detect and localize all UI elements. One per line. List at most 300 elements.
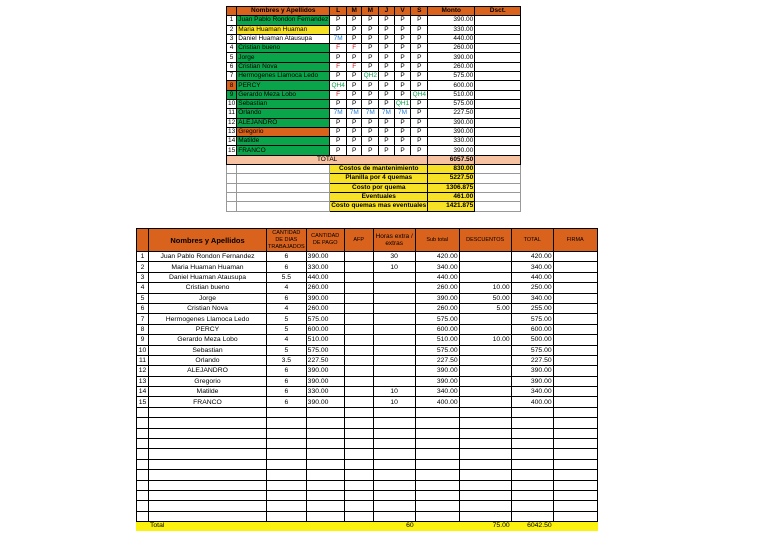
- empty-cell: [511, 470, 553, 480]
- extra-hours: [373, 335, 415, 345]
- payment-amount: 330.00: [306, 262, 344, 272]
- empty-cell: [237, 202, 330, 211]
- empty-cell: [511, 428, 553, 438]
- day-mark: P: [347, 81, 362, 90]
- days-worked: 6: [267, 376, 307, 386]
- empty-cell: [373, 490, 415, 500]
- payment-amount: 227.50: [306, 355, 344, 365]
- day-mark: P: [330, 127, 347, 136]
- attendance-row: [227, 127, 521, 136]
- day-mark: P: [411, 53, 428, 62]
- empty-cell: [415, 522, 459, 531]
- payroll-footer-row: [137, 522, 598, 531]
- empty-cell: [459, 449, 511, 459]
- day-mark: F: [347, 62, 362, 71]
- day-mark: P: [347, 146, 362, 155]
- header-cell: TOTAL: [511, 229, 553, 252]
- attendance-row: [227, 44, 521, 53]
- empty-cell: [553, 459, 597, 469]
- summary-label: Costo quemas mas eventuales: [331, 202, 427, 210]
- payment-amount: 390.00: [306, 293, 344, 303]
- day-mark: P: [362, 62, 379, 71]
- empty-cell: [415, 511, 459, 521]
- day-mark: P: [379, 53, 394, 62]
- empty-cell: [553, 480, 597, 490]
- empty-cell: [137, 459, 149, 469]
- employee-name: Cristian Nova: [149, 303, 267, 313]
- total-cell: 340.00: [511, 293, 553, 303]
- days-worked: 3.5: [267, 355, 307, 365]
- attendance-row: [227, 81, 521, 90]
- employee-name: Orlando: [149, 355, 267, 365]
- day-mark: QH1: [395, 100, 410, 108]
- discount-cell: [475, 25, 521, 34]
- empty-cell: [511, 480, 553, 490]
- empty-cell: [267, 449, 307, 459]
- discount-cell: [475, 62, 521, 71]
- days-worked: 5: [267, 345, 307, 355]
- day-mark: P: [411, 34, 428, 43]
- empty-cell: [415, 407, 459, 417]
- day-mark: P: [347, 127, 362, 136]
- empty-cell: [373, 449, 415, 459]
- empty-cell: [137, 501, 149, 511]
- row-number: 6: [227, 62, 237, 71]
- empty-cell: [306, 407, 344, 417]
- row-number: 9: [137, 335, 149, 345]
- day-mark: QH4: [412, 90, 427, 98]
- header-cell: CANTIDAD DE DIAS TRABAJADOS: [268, 229, 305, 250]
- subtotal-cell: 260.00: [415, 283, 459, 293]
- empty-cell: [137, 490, 149, 500]
- discount-cell: [459, 345, 511, 355]
- day-mark: P: [330, 53, 347, 62]
- header-cell: DESCUENTOS: [459, 229, 511, 252]
- subtotal-cell: 400.00: [415, 397, 459, 407]
- day-mark: P: [394, 118, 411, 127]
- day-mark: P: [411, 109, 428, 118]
- row-number: 13: [137, 376, 149, 386]
- discount-cell: 10.00: [459, 283, 511, 293]
- amount-cell: 390.00: [428, 16, 475, 25]
- signature-cell: [553, 293, 597, 303]
- day-mark: P: [394, 81, 411, 90]
- empty-cell: [306, 459, 344, 469]
- empty-cell: [415, 428, 459, 438]
- empty-cell: [373, 511, 415, 521]
- empty-row: [137, 449, 598, 459]
- empty-row: [137, 470, 598, 480]
- afp-cell: [344, 335, 373, 345]
- day-mark: P: [411, 16, 428, 25]
- subtotal-cell: 390.00: [415, 293, 459, 303]
- signature-cell: [553, 335, 597, 345]
- day-mark: P: [330, 99, 347, 108]
- empty-cell: [511, 418, 553, 428]
- empty-cell: [137, 418, 149, 428]
- payroll-row: [137, 366, 598, 376]
- attendance-table: [226, 6, 521, 212]
- empty-cell: [373, 439, 415, 449]
- employee-name: FRANCO: [149, 397, 267, 407]
- discount-cell: [475, 90, 521, 99]
- row-number: 11: [137, 355, 149, 365]
- empty-cell: [344, 459, 373, 469]
- employee-name: Maria Huaman Huaman: [237, 25, 330, 34]
- payroll-row: [137, 283, 598, 293]
- row-number: 12: [228, 118, 236, 126]
- empty-cell: [227, 183, 237, 192]
- day-mark: P: [411, 25, 428, 34]
- days-worked: 6: [267, 366, 307, 376]
- day-mark: P: [394, 137, 411, 146]
- day-mark: P: [362, 34, 379, 43]
- discount-cell: [475, 81, 521, 90]
- employee-name: Gerardo Meza Lobo: [149, 335, 267, 345]
- days-worked: 6: [267, 387, 307, 397]
- afp-cell: [344, 376, 373, 386]
- discount-cell: [459, 272, 511, 282]
- row-number: 7: [227, 72, 237, 81]
- empty-cell: [137, 480, 149, 490]
- summary-row: [227, 174, 521, 183]
- summary-label: Planilla por 4 quemas: [330, 174, 428, 183]
- extra-hours: [373, 283, 415, 293]
- payroll-header-row: [137, 229, 598, 252]
- day-mark: P: [347, 90, 362, 99]
- empty-cell: [373, 428, 415, 438]
- empty-cell: [415, 418, 459, 428]
- empty-cell: [475, 183, 521, 192]
- day-mark: QH4: [331, 81, 345, 89]
- empty-cell: [306, 480, 344, 490]
- header-cell: AFP: [344, 229, 373, 252]
- row-number: 3: [137, 272, 149, 282]
- payroll-row: [137, 293, 598, 303]
- summary-value: 461.00: [428, 192, 475, 201]
- empty-cell: [344, 439, 373, 449]
- empty-cell: [237, 192, 330, 201]
- row-number: 8: [227, 81, 237, 90]
- payroll-row: [137, 324, 598, 334]
- day-mark: P: [347, 53, 362, 62]
- payment-amount: 260.00: [306, 283, 344, 293]
- subtotal-cell: 420.00: [415, 252, 459, 262]
- employee-name: Sebastian: [149, 345, 267, 355]
- total-cell: 255.00: [511, 303, 553, 313]
- extra-hours: [373, 314, 415, 324]
- total-cell: 340.00: [511, 262, 553, 272]
- extra-hours: 10: [373, 262, 415, 272]
- header-cell: [137, 229, 149, 252]
- empty-cell: [149, 470, 267, 480]
- summary-label: Costo por quema: [330, 183, 428, 192]
- empty-cell: [344, 418, 373, 428]
- row-number: 5: [137, 293, 149, 303]
- day-mark: P: [394, 146, 411, 155]
- discount-cell: [459, 397, 511, 407]
- attendance-row: [227, 137, 521, 146]
- discount-cell: [475, 118, 521, 127]
- day-mark: P: [394, 34, 411, 43]
- day-mark: P: [379, 127, 394, 136]
- payroll-row: [137, 387, 598, 397]
- total-cell: 390.00: [511, 376, 553, 386]
- row-number: 11: [228, 109, 235, 117]
- row-number: 12: [137, 366, 149, 376]
- empty-cell: [227, 174, 237, 183]
- day-mark: P: [394, 72, 411, 81]
- day-mark: P: [379, 16, 394, 25]
- row-number: 4: [137, 283, 149, 293]
- empty-row: [137, 501, 598, 511]
- afp-cell: [344, 345, 373, 355]
- employee-name: Daniel Huaman Atausupa: [237, 34, 330, 43]
- attendance-row: [227, 109, 521, 118]
- header-cell: M: [347, 7, 362, 16]
- days-worked: 4: [267, 283, 307, 293]
- empty-cell: [344, 407, 373, 417]
- empty-cell: [475, 202, 521, 211]
- header-cell: L: [330, 7, 347, 16]
- payroll-table: [136, 228, 598, 531]
- day-mark: P: [394, 62, 411, 71]
- employee-name: Cristian Nova: [237, 62, 330, 71]
- employee-name: Matilde: [149, 387, 267, 397]
- amount-cell: 390.00: [428, 127, 475, 136]
- empty-cell: [553, 511, 597, 521]
- day-mark: P: [394, 44, 411, 53]
- payment-amount: 440.00: [306, 272, 344, 282]
- employee-name: ALEJANDRO: [237, 118, 330, 127]
- empty-cell: [227, 202, 237, 211]
- discount-cell: [459, 252, 511, 262]
- day-mark: P: [411, 137, 428, 146]
- empty-cell: [459, 418, 511, 428]
- empty-cell: [344, 449, 373, 459]
- empty-cell: [237, 183, 330, 192]
- empty-cell: [415, 501, 459, 511]
- empty-cell: [227, 192, 237, 201]
- payroll-row: [137, 355, 598, 365]
- day-mark: P: [347, 118, 362, 127]
- empty-cell: [459, 470, 511, 480]
- total-cell: 400.00: [511, 397, 553, 407]
- empty-cell: [149, 449, 267, 459]
- row-number: 8: [137, 324, 149, 334]
- amount-cell: 390.00: [428, 118, 475, 127]
- attendance-row: [227, 99, 521, 108]
- empty-cell: [373, 407, 415, 417]
- empty-cell: [149, 459, 267, 469]
- empty-cell: [459, 490, 511, 500]
- empty-cell: [511, 407, 553, 417]
- empty-cell: [344, 490, 373, 500]
- signature-cell: [553, 397, 597, 407]
- day-mark: P: [394, 25, 411, 34]
- employee-name: Cristian bueno: [237, 44, 330, 53]
- empty-cell: [306, 522, 344, 531]
- row-number: 2: [227, 25, 237, 34]
- empty-cell: [149, 439, 267, 449]
- attendance-row: [227, 146, 521, 155]
- empty-cell: [344, 480, 373, 490]
- day-mark: F: [330, 44, 347, 53]
- empty-cell: [344, 501, 373, 511]
- empty-cell: [137, 407, 149, 417]
- attendance-row: [227, 34, 521, 43]
- day-mark: 7M: [330, 34, 347, 43]
- afp-cell: [344, 314, 373, 324]
- attendance-row: [227, 25, 521, 34]
- empty-cell: [149, 511, 267, 521]
- day-mark: P: [362, 16, 379, 25]
- row-number: 9: [227, 90, 237, 99]
- day-mark: P: [411, 146, 428, 155]
- empty-cell: [459, 428, 511, 438]
- empty-cell: [344, 511, 373, 521]
- day-mark: P: [411, 81, 428, 90]
- row-number: 6: [137, 303, 149, 313]
- empty-cell: [267, 428, 307, 438]
- total-cell: 500.00: [511, 335, 553, 345]
- day-mark: P: [394, 127, 411, 136]
- empty-cell: [475, 165, 521, 174]
- row-number: 7: [137, 314, 149, 324]
- total-cell: 250.00: [511, 283, 553, 293]
- empty-cell: [373, 470, 415, 480]
- summary-value: 830.00: [428, 165, 475, 174]
- day-mark: P: [394, 16, 411, 25]
- empty-cell: [267, 418, 307, 428]
- employee-name: Gerardo Meza Lobo: [237, 90, 330, 99]
- day-mark: P: [330, 72, 347, 81]
- payment-amount: 510.00: [306, 335, 344, 345]
- extra-hours: [373, 303, 415, 313]
- employee-name: Juan Pablo Rondon Fernandez: [149, 252, 267, 262]
- empty-cell: [267, 490, 307, 500]
- empty-cell: [137, 522, 149, 531]
- days-worked: 5: [267, 314, 307, 324]
- payroll-row: [137, 252, 598, 262]
- discount-cell: 50.00: [459, 293, 511, 303]
- attendance-row: [227, 62, 521, 71]
- empty-cell: [344, 470, 373, 480]
- summary-row: [227, 202, 521, 211]
- day-mark: P: [379, 25, 394, 34]
- payroll-row: [137, 303, 598, 313]
- empty-cell: [553, 439, 597, 449]
- discount-cell: [475, 44, 521, 53]
- empty-cell: [475, 155, 521, 164]
- footer-total: 6042.50: [511, 522, 553, 531]
- empty-cell: [137, 428, 149, 438]
- empty-cell: [553, 501, 597, 511]
- header-cell: Sub total: [415, 229, 459, 252]
- employee-name: Jorge: [149, 293, 267, 303]
- subtotal-cell: 260.00: [415, 303, 459, 313]
- day-mark: 7M: [330, 109, 347, 118]
- afp-cell: [344, 355, 373, 365]
- payroll-row: [137, 335, 598, 345]
- row-number: 14: [137, 387, 149, 397]
- empty-cell: [459, 501, 511, 511]
- attendance-row: [227, 72, 521, 81]
- empty-cell: [553, 449, 597, 459]
- day-mark: P: [330, 146, 347, 155]
- discount-cell: [459, 387, 511, 397]
- day-mark: P: [394, 53, 411, 62]
- total-cell: 340.00: [511, 387, 553, 397]
- empty-cell: [227, 165, 237, 174]
- total-value: 6057.50: [428, 155, 475, 164]
- empty-cell: [415, 470, 459, 480]
- discount-cell: [475, 109, 521, 118]
- extra-hours: [373, 324, 415, 334]
- row-number: 3: [227, 34, 237, 43]
- row-number: 1: [227, 16, 237, 25]
- day-mark: P: [411, 99, 428, 108]
- amount-cell: 600.00: [428, 81, 475, 90]
- empty-cell: [137, 449, 149, 459]
- empty-cell: [511, 490, 553, 500]
- employee-name: Gregorio: [149, 376, 267, 386]
- day-mark: P: [362, 146, 379, 155]
- payment-amount: 390.00: [306, 376, 344, 386]
- day-mark: P: [362, 81, 379, 90]
- empty-cell: [149, 501, 267, 511]
- empty-cell: [415, 459, 459, 469]
- empty-cell: [306, 490, 344, 500]
- header-cell: FIRMA: [553, 229, 597, 252]
- subtotal-cell: 575.00: [415, 314, 459, 324]
- header-cell: Nombres y Apellidos: [149, 229, 267, 252]
- empty-cell: [149, 490, 267, 500]
- employee-name: Juan Pablo Rondon Fernandez: [238, 16, 329, 24]
- discount-cell: [459, 366, 511, 376]
- day-mark: P: [347, 16, 362, 25]
- empty-cell: [553, 490, 597, 500]
- day-mark: P: [347, 137, 362, 146]
- discount-cell: [459, 324, 511, 334]
- signature-cell: [553, 272, 597, 282]
- payroll-row: [137, 376, 598, 386]
- empty-cell: [373, 418, 415, 428]
- signature-cell: [553, 366, 597, 376]
- day-mark: P: [362, 44, 379, 53]
- empty-cell: [373, 480, 415, 490]
- day-mark: 7M: [379, 109, 394, 118]
- day-mark: P: [347, 99, 362, 108]
- amount-cell: 575.00: [428, 72, 475, 81]
- subtotal-cell: 600.00: [415, 324, 459, 334]
- row-number: 2: [137, 262, 149, 272]
- header-cell: V: [394, 7, 411, 16]
- total-cell: 440.00: [511, 272, 553, 282]
- day-mark: F: [347, 44, 362, 53]
- day-mark: 7M: [362, 109, 379, 118]
- day-mark: P: [411, 44, 428, 53]
- empty-row: [137, 490, 598, 500]
- day-mark: F: [330, 62, 347, 71]
- day-mark: P: [379, 137, 394, 146]
- day-mark: P: [379, 34, 394, 43]
- total-label: TOTAL: [227, 155, 428, 164]
- empty-cell: [373, 501, 415, 511]
- signature-cell: [553, 355, 597, 365]
- signature-cell: [553, 387, 597, 397]
- empty-cell: [267, 407, 307, 417]
